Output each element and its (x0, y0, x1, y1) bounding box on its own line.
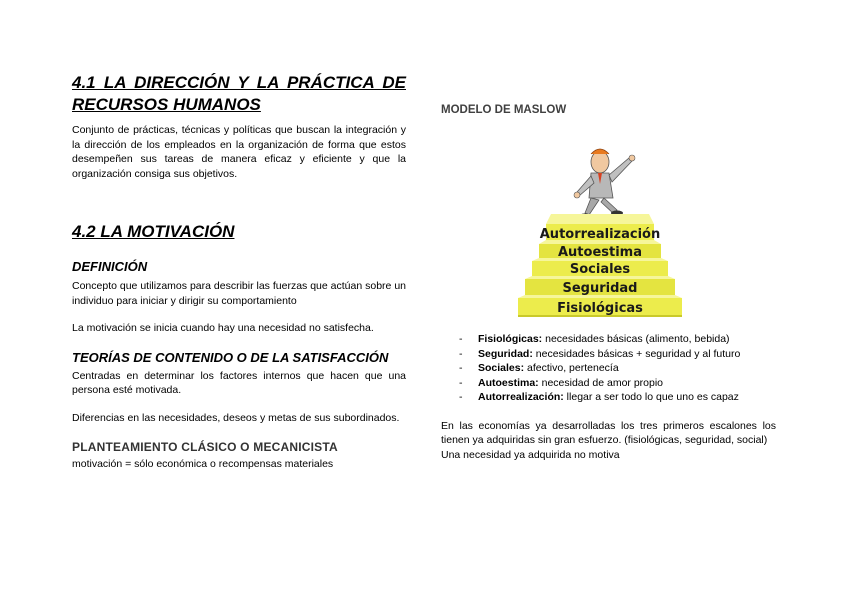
maslow-details (441, 332, 776, 462)
maslow-pyramid (505, 140, 695, 318)
right-column (441, 104, 776, 116)
pyramid-label-sociales: Sociales (569, 262, 631, 277)
section-41-title: 4.1 LA DIRECCIÓN Y LA PRÁCTICA DE RECURSOS HUMANOS (72, 73, 406, 114)
definition-heading: DEFINICIÓN (72, 259, 148, 274)
pyramid-label-autoestima: Autoestima (557, 245, 643, 260)
section-41-body: Conjunto de prácticas, técnicas y políticas que buscan la integración y la dirección de los empleados en la organización de forma que estos desempeñen sus tareas de manera eficaz y eficiente y que la organización consiga sus objetivos. (72, 124, 406, 180)
content-theories-heading: TEORÍAS DE CONTENIDO O DE LA SATISFACCIÓN (72, 349, 389, 365)
pyramid-label-autorrealizacion: Autorrealización (539, 227, 661, 242)
acquired-text: Una necesidad ya adquirida no motiva (441, 448, 620, 461)
definition-body: Concepto que utilizamos para describir las fuerzas que actúan sobre un individuo para iniciar y dirigir su comportamiento (72, 280, 406, 307)
maslow-title: MODELO DE MASLOW (441, 104, 567, 116)
section-42-title: 4.2 LA MOTIVACIÓN (72, 222, 235, 241)
needs-list (441, 332, 776, 405)
list-item: - Fisiológicas: necesidades básicas (alimento, bebida) (441, 332, 776, 347)
classic-heading: PLANTEAMIENTO CLÁSICO O MECANICISTA (72, 440, 338, 454)
climbing-man-illustration (574, 149, 635, 219)
pyramid-label-seguridad: Seguridad (562, 281, 638, 296)
motivation-start-text: La motivación se inicia cuando hay una necesidad no satisfecha. (72, 322, 374, 334)
differences-body: Diferencias en las necesidades, deseos y metas de sus subordinados. (72, 411, 400, 424)
left-column (72, 72, 406, 472)
economies-text: En las economías ya desarrolladas los tres primeros escalones los tienen ya adquiridas sin gran esfuerzo. (fisiológicas, seguridad, social) (441, 419, 776, 446)
list-item: - Autorrealización: llegar a ser todo lo que uno es capaz (441, 390, 776, 405)
list-item: - Autoestima: necesidad de amor propio (441, 376, 776, 391)
list-item: - Sociales: afectivo, pertenecía (441, 361, 776, 376)
pyramid-label-fisiologicas: Fisiológicas (557, 301, 643, 316)
content-theories-body: Centradas en determinar los factores internos que hacen que una persona esté motivada. (72, 369, 406, 396)
list-item: - Seguridad: necesidades básicas + seguridad y al futuro (441, 347, 776, 362)
classic-body: motivación = sólo económica o recompensas materiales (72, 458, 334, 470)
